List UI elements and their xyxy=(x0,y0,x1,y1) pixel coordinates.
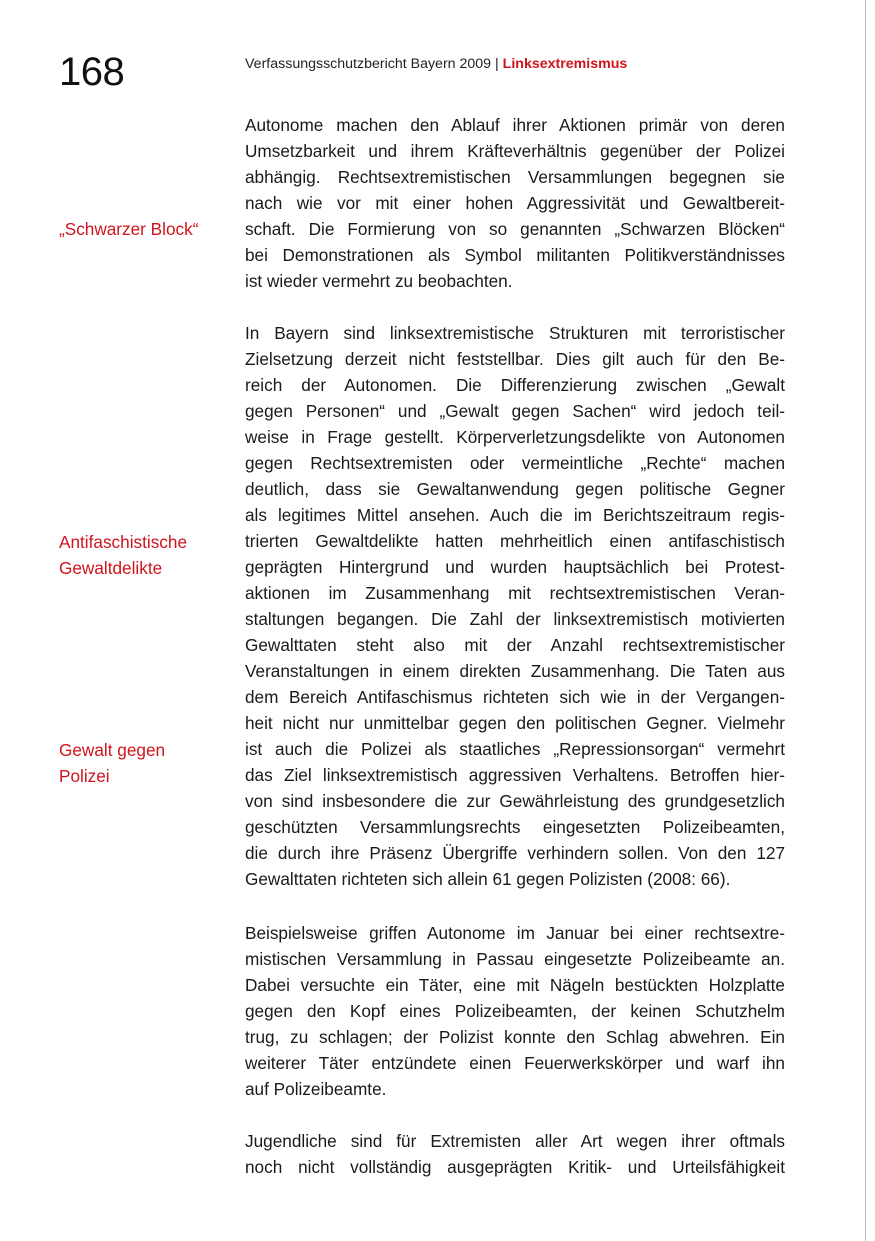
text-line: Beispielsweise griffen Autonome im Januar bei einer rechtsextre- xyxy=(245,923,785,943)
text-line: von sind insbesondere die zur Gewährleistung des grundgesetzlich xyxy=(245,791,785,811)
text-line: weise in Frage gestellt. Körperverletzungsdelikte von Autonomen xyxy=(245,427,785,447)
text-line: auf Polizeibeamte. xyxy=(245,1079,387,1099)
text-line: gegen Rechtsextremisten oder vermeintliche „Rechte“ machen xyxy=(245,453,785,473)
paragraph-3 xyxy=(245,920,785,1102)
text-line: geschützten Versammlungsrechts eingesetzten Polizeibeamten, xyxy=(245,817,785,837)
text-line: Zielsetzung derzeit nicht feststellbar. Dies gilt auch für den Be- xyxy=(245,349,785,369)
text-line: abhängig. Rechtsextremistischen Versammlungen begegnen sie xyxy=(245,167,785,187)
text-line: heit nicht nur unmittelbar gegen den politischen Gegner. Vielmehr xyxy=(245,713,785,733)
text-line: Veranstaltungen in einem direkten Zusammenhang. Die Taten aus xyxy=(245,661,785,681)
page-number: 168 xyxy=(59,50,125,94)
text-line: Autonome machen den Ablauf ihrer Aktionen primär von deren xyxy=(245,115,785,135)
header-separator: | xyxy=(495,56,499,72)
paragraph-4 xyxy=(245,1128,785,1180)
text-line: bei Demonstrationen als Symbol militanten Politikverständnisses xyxy=(245,245,785,265)
text-line: geprägten Hintergrund und wurden hauptsächlich bei Protest- xyxy=(245,557,785,577)
text-line: aktionen im Zusammenhang mit rechtsextremistischen Veran- xyxy=(245,583,785,603)
text-line: mistischen Versammlung in Passau eingesetzte Polizeibeamte an. xyxy=(245,949,785,969)
page-edge-line xyxy=(865,0,866,1241)
margin-note-gewalt-gegen: Gewalt gegen xyxy=(59,740,166,760)
paragraph-2 xyxy=(245,320,785,892)
text-line: Jugendliche sind für Extremisten aller Art wegen ihrer oftmals xyxy=(245,1131,785,1151)
header-report-title: Verfassungsschutzbericht Bayern 2009 xyxy=(245,56,492,72)
text-line: gegen Personen“ und „Gewalt gegen Sachen“ wird jedoch teil- xyxy=(245,401,785,421)
running-header xyxy=(245,55,627,73)
text-line: deutlich, dass sie Gewaltanwendung gegen politische Gegner xyxy=(245,479,785,499)
header-section-title: Linksextremismus xyxy=(502,56,628,72)
text-line: dem Bereich Antifaschismus richteten sich wie in der Vergangen- xyxy=(245,687,785,707)
text-line: das Ziel linksextremistisch aggressiven Verhaltens. Betroffen hier- xyxy=(245,765,785,785)
margin-note-polizei: Polizei xyxy=(59,766,110,786)
text-line: reich der Autonomen. Die Differenzierung zwischen „Gewalt xyxy=(245,375,785,395)
text-line: die durch ihre Präsenz Übergriffe verhindern sollen. Von den 127 xyxy=(245,843,785,863)
text-line: In Bayern sind linksextremistische Strukturen mit terroristischer xyxy=(245,323,785,343)
text-line: schaft. Die Formierung von so genannten „Schwarzen Blöcken“ xyxy=(245,219,785,239)
text-line: Dabei versuchte ein Täter, eine mit Nägeln bestückten Holzplatte xyxy=(245,975,785,995)
text-line: Gewalttaten richteten sich allein 61 gegen Polizisten (2008: 66). xyxy=(245,869,731,889)
margin-note-antifaschistische: Antifaschistische xyxy=(59,532,188,552)
text-line: Gewalttaten steht also mit der Anzahl rechtsextremistischer xyxy=(245,635,785,655)
text-line: trierten Gewaltdelikte hatten mehrheitlich einen antifaschistisch xyxy=(245,531,785,551)
margin-note-gewaltdelikte: Gewaltdelikte xyxy=(59,558,163,578)
text-line: als legitimes Mittel ansehen. Auch die im Berichtszeitraum regis- xyxy=(245,505,785,525)
text-line: noch nicht vollständig ausgeprägten Kritik- und Urteilsfähigkeit xyxy=(245,1157,785,1177)
text-line: Umsetzbarkeit und ihrem Kräfteverhältnis gegenüber der Polizei xyxy=(245,141,785,161)
text-line: staltungen begangen. Die Zahl der linksextremistisch motivierten xyxy=(245,609,785,629)
text-line: ist auch die Polizei als staatliches „Repressionsorgan“ vermehrt xyxy=(245,739,785,759)
text-line: ist wieder vermehrt zu beobachten. xyxy=(245,271,513,291)
text-line: nach wie vor mit einer hohen Aggressivität und Gewaltbereit- xyxy=(245,193,785,213)
text-line: trug, zu schlagen; der Polizist konnte den Schlag abwehren. Ein xyxy=(245,1027,785,1047)
paragraph-1 xyxy=(245,112,785,294)
text-line: weiterer Täter entzündete einen Feuerwerkskörper und warf ihn xyxy=(245,1053,785,1073)
margin-note-schwarzer-block: „Schwarzer Block“ xyxy=(59,219,199,239)
text-line: gegen den Kopf eines Polizeibeamten, der keinen Schutzhelm xyxy=(245,1001,785,1021)
